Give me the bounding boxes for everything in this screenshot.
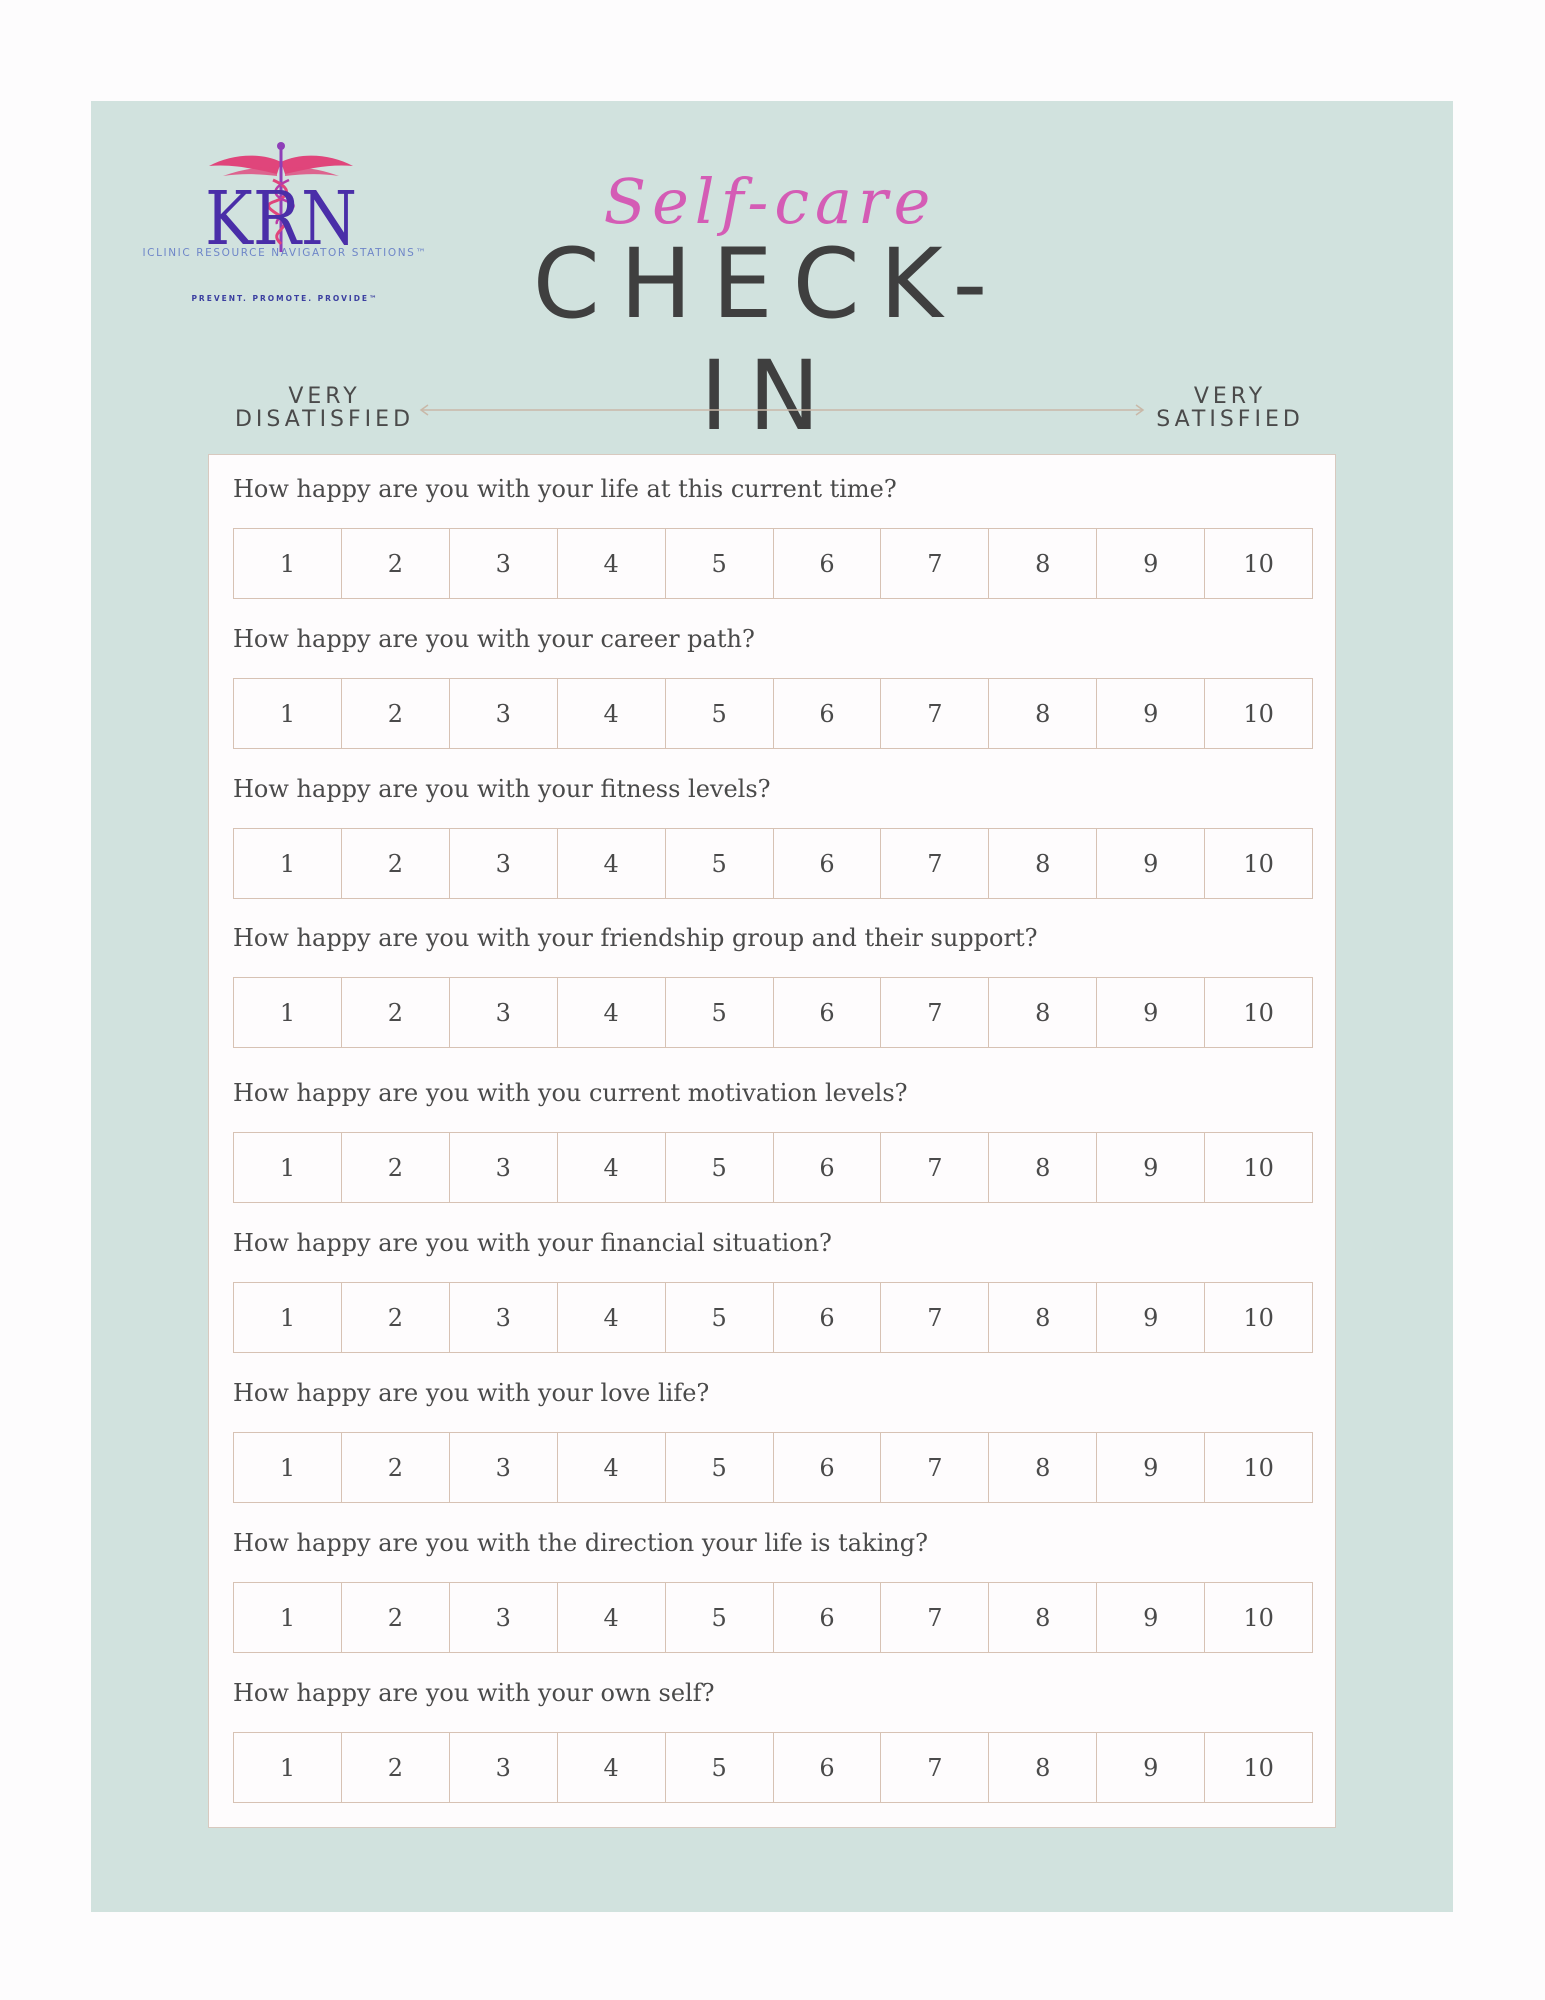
rating-option-9[interactable]: 9	[1096, 1583, 1204, 1652]
rating-scale	[233, 1582, 1313, 1653]
question-label: How happy are you with your financial situation?	[233, 1229, 832, 1257]
rating-option-6[interactable]: 6	[773, 1583, 881, 1652]
rating-option-10[interactable]: 10	[1204, 978, 1312, 1047]
rating-option-9[interactable]: 9	[1096, 679, 1204, 748]
rating-option-1[interactable]: 1	[279, 998, 296, 1027]
rating-option-2[interactable]: 2	[341, 1583, 449, 1652]
rating-option-9[interactable]: 9	[1096, 1433, 1204, 1502]
rating-option-6[interactable]: 6	[773, 978, 881, 1047]
rating-option-4[interactable]: 4	[557, 679, 665, 748]
rating-option-4[interactable]: 4	[557, 829, 665, 898]
rating-option-3[interactable]: 3	[449, 1283, 557, 1352]
rating-scale	[233, 1432, 1313, 1503]
rating-option-4[interactable]: 4	[557, 1733, 665, 1802]
rating-option-2[interactable]: 2	[341, 529, 449, 598]
rating-option-7[interactable]: 7	[880, 1433, 988, 1502]
rating-option-3[interactable]: 3	[449, 829, 557, 898]
rating-option-3[interactable]: 3	[449, 679, 557, 748]
rating-scale	[233, 1732, 1313, 1803]
page-subtitle: Self-care	[603, 165, 937, 238]
rating-option-3[interactable]: 3	[449, 1733, 557, 1802]
question-label: How happy are you with your friendship group and their support?	[233, 924, 1038, 952]
rating-option-9[interactable]: 9	[1096, 978, 1204, 1047]
rating-option-6[interactable]: 6	[773, 1133, 881, 1202]
rating-option-5[interactable]: 5	[665, 1283, 773, 1352]
scale-label-high-line1: VERY	[1193, 384, 1267, 409]
rating-option-8[interactable]: 8	[988, 1133, 1096, 1202]
rating-option-7[interactable]: 7	[880, 1583, 988, 1652]
rating-option-6[interactable]: 6	[773, 829, 881, 898]
rating-option-6[interactable]: 6	[773, 1433, 881, 1502]
rating-option-7[interactable]: 7	[880, 1733, 988, 1802]
svg-text:KRN: KRN	[205, 176, 357, 255]
rating-option-7[interactable]: 7	[880, 1133, 988, 1202]
rating-option-6[interactable]: 6	[773, 679, 881, 748]
question-label: How happy are you with you current motivation levels?	[233, 1079, 908, 1107]
rating-option-5[interactable]: 5	[665, 1733, 773, 1802]
rating-option-5[interactable]: 5	[665, 978, 773, 1047]
rating-scale	[233, 1282, 1313, 1353]
rating-option-3[interactable]: 3	[449, 1433, 557, 1502]
rating-option-10[interactable]: 10	[1204, 829, 1312, 898]
rating-option-1[interactable]: 1	[279, 549, 296, 578]
rating-option-1[interactable]: 1	[279, 849, 296, 878]
rating-option-4[interactable]: 4	[557, 978, 665, 1047]
rating-option-2[interactable]: 2	[341, 1733, 449, 1802]
rating-option-5[interactable]: 5	[665, 1433, 773, 1502]
rating-option-8[interactable]: 8	[988, 829, 1096, 898]
rating-option-7[interactable]: 7	[880, 679, 988, 748]
organization-tagline: PREVENT. PROMOTE. PROVIDE™	[191, 294, 379, 303]
rating-option-5[interactable]: 5	[665, 679, 773, 748]
rating-option-7[interactable]: 7	[880, 1283, 988, 1352]
rating-option-3[interactable]: 3	[449, 978, 557, 1047]
rating-scale	[233, 528, 1313, 599]
rating-option-8[interactable]: 8	[988, 679, 1096, 748]
rating-option-7[interactable]: 7	[880, 978, 988, 1047]
rating-option-9[interactable]: 9	[1096, 1733, 1204, 1802]
question-label: How happy are you with your own self?	[233, 1679, 715, 1707]
rating-option-10[interactable]: 10	[1204, 1433, 1312, 1502]
rating-option-4[interactable]: 4	[557, 1283, 665, 1352]
rating-option-9[interactable]: 9	[1096, 829, 1204, 898]
rating-option-7[interactable]: 7	[880, 829, 988, 898]
double-arrow-icon	[418, 402, 1146, 418]
question-label: How happy are you with your love life?	[233, 1379, 710, 1407]
question-label: How happy are you with your career path?	[233, 625, 755, 653]
rating-option-1[interactable]: 1	[279, 1153, 296, 1182]
rating-option-8[interactable]: 8	[988, 1283, 1096, 1352]
rating-option-3[interactable]: 3	[449, 1583, 557, 1652]
rating-option-3[interactable]: 3	[449, 529, 557, 598]
rating-option-6[interactable]: 6	[773, 529, 881, 598]
scale-label-high	[1150, 385, 1310, 431]
caduceus-logo-icon	[201, 140, 361, 255]
rating-option-1[interactable]: 1	[279, 1603, 296, 1632]
rating-scale	[233, 828, 1313, 899]
rating-option-1[interactable]: 1	[279, 1753, 296, 1782]
logo	[125, 140, 445, 310]
rating-option-8[interactable]: 8	[988, 1583, 1096, 1652]
rating-option-10[interactable]: 10	[1204, 1733, 1312, 1802]
rating-option-4[interactable]: 4	[557, 1583, 665, 1652]
rating-option-6[interactable]: 6	[773, 1733, 881, 1802]
rating-option-10[interactable]: 10	[1204, 1583, 1312, 1652]
rating-option-9[interactable]: 9	[1096, 1283, 1204, 1352]
rating-option-10[interactable]: 10	[1204, 1133, 1312, 1202]
rating-option-4[interactable]: 4	[557, 1433, 665, 1502]
rating-option-10[interactable]: 10	[1204, 679, 1312, 748]
rating-option-3[interactable]: 3	[449, 1133, 557, 1202]
scale-label-low-line2: DISATISFIED	[234, 407, 415, 432]
rating-option-8[interactable]: 8	[988, 1733, 1096, 1802]
rating-option-9[interactable]: 9	[1096, 529, 1204, 598]
rating-option-5[interactable]: 5	[665, 1133, 773, 1202]
rating-option-2[interactable]: 2	[341, 679, 449, 748]
rating-option-9[interactable]: 9	[1096, 1133, 1204, 1202]
rating-option-2[interactable]: 2	[341, 978, 449, 1047]
rating-option-8[interactable]: 8	[988, 529, 1096, 598]
rating-option-8[interactable]: 8	[988, 1433, 1096, 1502]
rating-option-8[interactable]: 8	[988, 978, 1096, 1047]
rating-option-5[interactable]: 5	[665, 829, 773, 898]
rating-option-10[interactable]: 10	[1204, 1283, 1312, 1352]
question-label: How happy are you with your fitness levels?	[233, 775, 771, 803]
rating-option-4[interactable]: 4	[557, 529, 665, 598]
page-title: CHECK-IN	[532, 228, 1008, 452]
question-label: How happy are you with your life at this current time?	[233, 475, 897, 503]
scale-label-low	[232, 385, 417, 431]
rating-option-7[interactable]: 7	[880, 529, 988, 598]
scale-label-high-line2: SATISFIED	[1156, 407, 1304, 432]
rating-option-5[interactable]: 5	[665, 1583, 773, 1652]
organization-name: ICLINIC RESOURCE NAVIGATOR STATIONS™	[142, 247, 428, 259]
question-label: How happy are you with the direction your life is taking?	[233, 1529, 928, 1557]
rating-option-10[interactable]: 10	[1204, 529, 1312, 598]
scale-label-low-line1: VERY	[288, 384, 361, 409]
rating-option-1[interactable]: 1	[279, 1453, 296, 1482]
rating-option-4[interactable]: 4	[557, 1133, 665, 1202]
rating-option-2[interactable]: 2	[341, 1283, 449, 1352]
rating-scale	[233, 977, 1313, 1048]
rating-option-6[interactable]: 6	[773, 1283, 881, 1352]
rating-option-1[interactable]: 1	[279, 1303, 296, 1332]
rating-scale	[233, 1132, 1313, 1203]
rating-option-5[interactable]: 5	[665, 529, 773, 598]
rating-option-1[interactable]: 1	[279, 699, 296, 728]
rating-scale	[233, 678, 1313, 749]
rating-option-2[interactable]: 2	[341, 829, 449, 898]
rating-option-2[interactable]: 2	[341, 1133, 449, 1202]
rating-option-2[interactable]: 2	[341, 1433, 449, 1502]
